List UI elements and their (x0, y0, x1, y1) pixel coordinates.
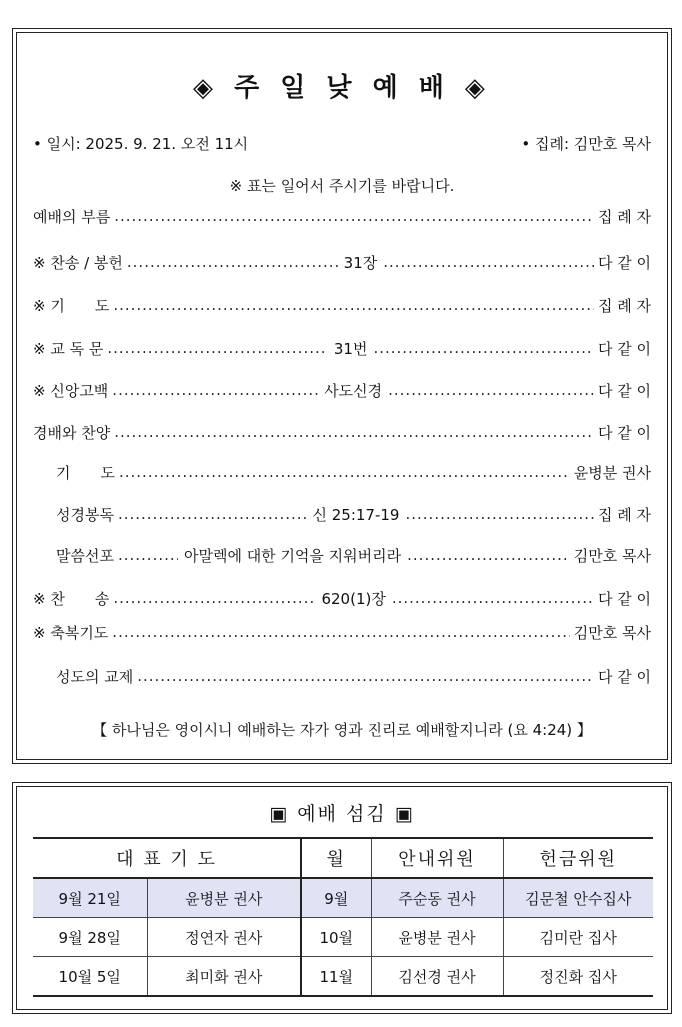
offering-member: 김미란 집사 (503, 918, 653, 957)
order-item (33, 205, 651, 227)
service-datetime: • 일시: 2025. 9. 21. 오전 11시 (33, 135, 249, 153)
header-usher: 안내위원 (371, 838, 503, 878)
header-offering: 헌금위원 (503, 838, 653, 878)
order-item-leader: 다 같 이 (597, 339, 651, 358)
order-item-detail: 사도신경 (324, 381, 383, 400)
service-duty-panel (12, 782, 672, 1014)
dot-leader (114, 207, 594, 225)
header-month: 월 (301, 838, 371, 878)
order-item (33, 421, 651, 443)
usher: 윤병분 권사 (371, 918, 503, 957)
order-item-name: 기 도 (56, 463, 115, 482)
offering-member: 정진화 집사 (503, 957, 653, 997)
dot-leader (118, 505, 307, 523)
dot-leader (113, 296, 594, 314)
order-item (33, 251, 651, 273)
order-item-name: 성경봉독 (56, 505, 114, 524)
order-item-name: ※ 신앙고백 (33, 381, 109, 400)
order-item-name: 예배의 부름 (33, 207, 111, 226)
order-item-detail: 31번 (333, 339, 368, 358)
worship-order-panel (12, 28, 672, 764)
prayer-leader: 윤병분 권사 (147, 878, 301, 918)
header-prayer: 대 표 기 도 (33, 838, 301, 878)
dot-leader (407, 546, 570, 564)
order-item-leader: 윤병분 권사 (573, 463, 651, 482)
order-item (56, 461, 651, 483)
order-item-name: ※ 축복기도 (33, 623, 109, 642)
service-officiant: • 집례: 김만호 목사 (521, 135, 651, 153)
service-title: ◈ 주 일 낮 예 배 ◈ (193, 73, 491, 103)
usher: 김선경 권사 (371, 957, 503, 997)
order-item (33, 337, 651, 359)
duty-table (33, 837, 653, 997)
dot-leader (112, 623, 569, 641)
order-item (56, 544, 651, 566)
order-item-leader: 김만호 목사 (573, 546, 651, 565)
order-item (33, 379, 651, 401)
order-item-name: ※ 찬송 / 봉헌 (33, 253, 123, 272)
table-row (33, 878, 653, 918)
order-item-detail: 620(1)장 (321, 589, 386, 608)
order-item-leader: 집 례 자 (598, 505, 652, 524)
order-item (56, 503, 651, 525)
order-item-leader: 집 례 자 (597, 207, 651, 226)
dot-leader (119, 463, 570, 481)
dot-leader (373, 339, 594, 357)
table-header-row (33, 838, 653, 878)
order-item-name: 성도의 교제 (56, 667, 134, 686)
dot-leader (113, 589, 315, 607)
order-item-leader: 다 같 이 (597, 423, 651, 442)
order-item-detail: 31장 (343, 253, 378, 272)
order-item-detail: 아말렉에 대한 기억을 지워버리라 (183, 546, 402, 565)
prayer-date: 9월 21일 (33, 878, 147, 918)
order-item (33, 621, 651, 643)
order-item-leader: 다 같 이 (597, 589, 651, 608)
table-row (33, 957, 653, 997)
prayer-leader: 정연자 권사 (147, 918, 301, 957)
usher: 주순동 권사 (371, 878, 503, 918)
dot-leader (137, 667, 594, 685)
dot-leader (114, 423, 594, 441)
order-item-leader: 김만호 목사 (573, 623, 651, 642)
month: 10월 (301, 918, 371, 957)
dot-leader (118, 546, 178, 564)
order-item (56, 665, 651, 687)
prayer-date: 10월 5일 (33, 957, 147, 997)
order-item-detail: 신 25:17-19 (312, 505, 400, 524)
month: 9월 (301, 878, 371, 918)
dot-leader (392, 589, 594, 607)
prayer-leader: 최미화 권사 (147, 957, 301, 997)
order-item-leader: 다 같 이 (597, 667, 651, 686)
duty-title: ▣ 예배 섬김 ▣ (269, 803, 415, 825)
scripture-verse: 【 하나님은 영이시니 예배하는 자가 영과 진리로 예배할지니라 (요 4:24) 】 (92, 721, 592, 739)
offering-member: 김문철 안수집사 (503, 878, 653, 918)
prayer-date: 9월 28일 (33, 918, 147, 957)
order-item-name: 경배와 찬양 (33, 423, 111, 442)
dot-leader (127, 253, 338, 271)
order-item-name: ※ 기 도 (33, 296, 110, 315)
order-item-leader: 집 례 자 (597, 296, 651, 315)
dot-leader (112, 381, 318, 399)
order-item-leader: 다 같 이 (597, 381, 651, 400)
order-item-name: 말씀선포 (56, 546, 114, 565)
month: 11월 (301, 957, 371, 997)
order-item (33, 294, 651, 316)
order-item-name: ※ 교 독 문 (33, 339, 104, 358)
table-row (33, 918, 653, 957)
order-item (33, 587, 651, 609)
dot-leader (388, 381, 594, 399)
standing-notice: ※ 표는 일어서 주시기를 바랍니다. (229, 177, 455, 195)
dot-leader (405, 505, 594, 523)
order-item-leader: 다 같 이 (598, 253, 652, 272)
dot-leader (107, 339, 328, 357)
order-item-name: ※ 찬 송 (33, 589, 110, 608)
dot-leader (383, 253, 594, 271)
